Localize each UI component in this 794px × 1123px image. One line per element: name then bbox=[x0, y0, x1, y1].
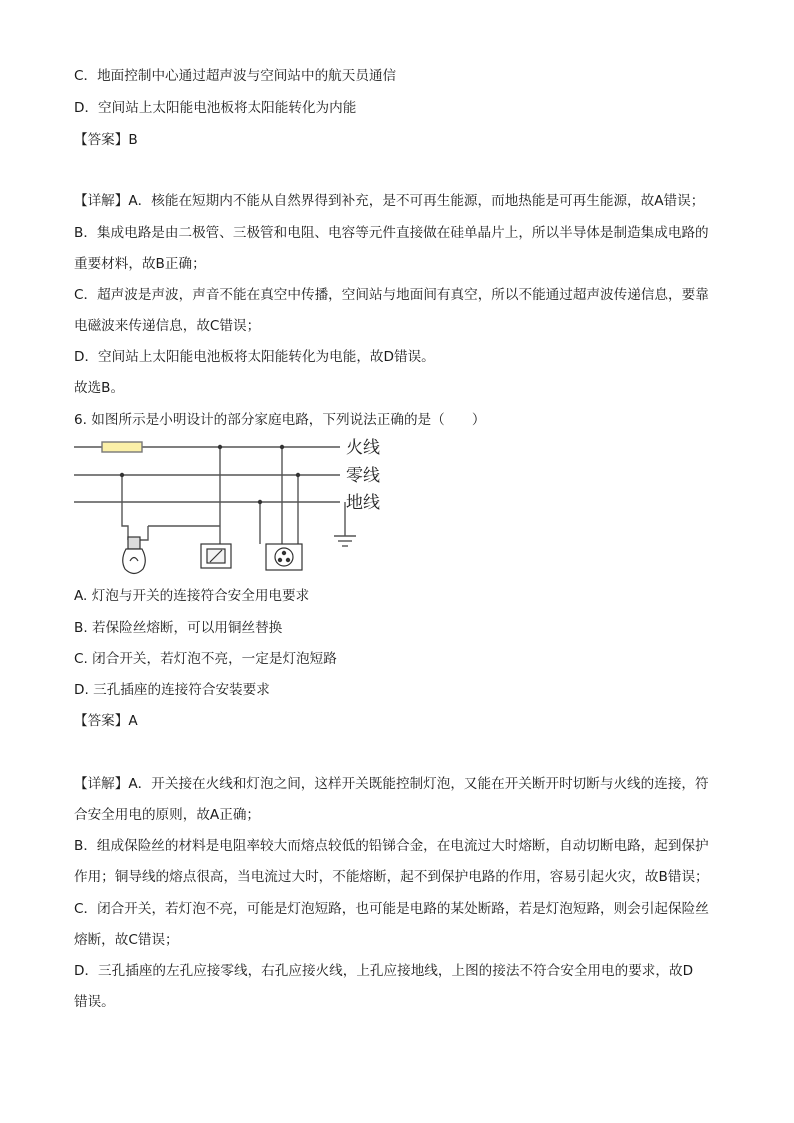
detail-6-c-line1: C．闭合开关，若灯泡不亮，可能是灯泡短路，也可能是电路的某处断路，若是灯泡短路，则会引起保险丝 bbox=[74, 901, 709, 917]
lamp-neutral-lead bbox=[122, 475, 128, 540]
option-a: A. 灯泡与开关的连接符合安全用电要求 bbox=[74, 588, 310, 604]
detail-6-d-line2: 错误。 bbox=[74, 994, 115, 1010]
household-circuit-diagram bbox=[70, 436, 410, 581]
option-d: D. 三孔插座的连接符合安装要求 bbox=[74, 682, 270, 698]
question-6-stem: 6. 如图所示是小明设计的部分家庭电路，下列说法正确的是（ ） bbox=[74, 412, 486, 428]
option-d-prev: D．空间站上太阳能电池板将太阳能转化为内能 bbox=[74, 100, 357, 116]
detail-6-a-line1: 【详解】A．开关接在火线和灯泡之间，这样开关既能控制灯泡，又能在开关断开时切断与火线的连接，符 bbox=[74, 776, 709, 792]
detail-6-b-line1: B．组成保险丝的材料是电阻率较大而熔点较低的铅锑合金，在电流过大时熔断，自动切断电路，起到保护 bbox=[74, 838, 709, 854]
detail-5-b-line2: 重要材料，故B正确； bbox=[74, 256, 206, 272]
option-b: B. 若保险丝熔断，可以用铜丝替换 bbox=[74, 620, 283, 636]
label-neutral: 零线 bbox=[346, 466, 380, 486]
detail-6-a-line2: 合安全用电的原则，故A正确； bbox=[74, 807, 261, 823]
detail-5-c-line2: 电磁波来传递信息，故C错误； bbox=[74, 318, 261, 334]
detail-5-d: D．空间站上太阳能电池板将太阳能转化为电能，故D错误。 bbox=[74, 349, 435, 365]
detail-5-conclusion: 故选B。 bbox=[74, 380, 125, 396]
label-live: 火线 bbox=[346, 438, 380, 458]
detail-6-b-line2: 作用；铜导线的熔点很高，当电流过大时，不能熔断，起不到保护电路的作用，容易引起火灾，故B错误； bbox=[74, 869, 709, 885]
detail-5-a: 【详解】A．核能在短期内不能从自然界得到补充，是不可再生能源，而地热能是可再生能源，故A错误； bbox=[74, 193, 705, 209]
detail-6-d-line1: D．三孔插座的左孔应接零线，右孔应接火线，上孔应接地线，上图的接法不符合安全用电的要求，故D bbox=[74, 963, 694, 979]
switch-icon bbox=[201, 544, 231, 568]
socket-icon bbox=[266, 544, 302, 570]
detail-5-b-line1: B．集成电路是由二极管、三极管和电阻、电容等元件直接做在硅单晶片上，所以半导体是制造集成电路的 bbox=[74, 225, 709, 241]
fuse bbox=[102, 442, 142, 452]
label-ground: 地线 bbox=[346, 493, 380, 513]
detail-5-c-line1: C．超声波是声波，声音不能在真空中传播，空间站与地面间有真空，所以不能通过超声波传递信息，要靠 bbox=[74, 287, 709, 303]
detail-6-c-line2: 熔断，故C错误； bbox=[74, 932, 179, 948]
option-c: C. 闭合开关，若灯泡不亮，一定是灯泡短路 bbox=[74, 651, 337, 667]
lamp-icon bbox=[123, 537, 146, 574]
answer-6: 【答案】A bbox=[74, 713, 138, 729]
answer-5: 【答案】B bbox=[74, 132, 138, 148]
option-c-prev: C．地面控制中心通过超声波与空间站中的航天员通信 bbox=[74, 68, 397, 84]
